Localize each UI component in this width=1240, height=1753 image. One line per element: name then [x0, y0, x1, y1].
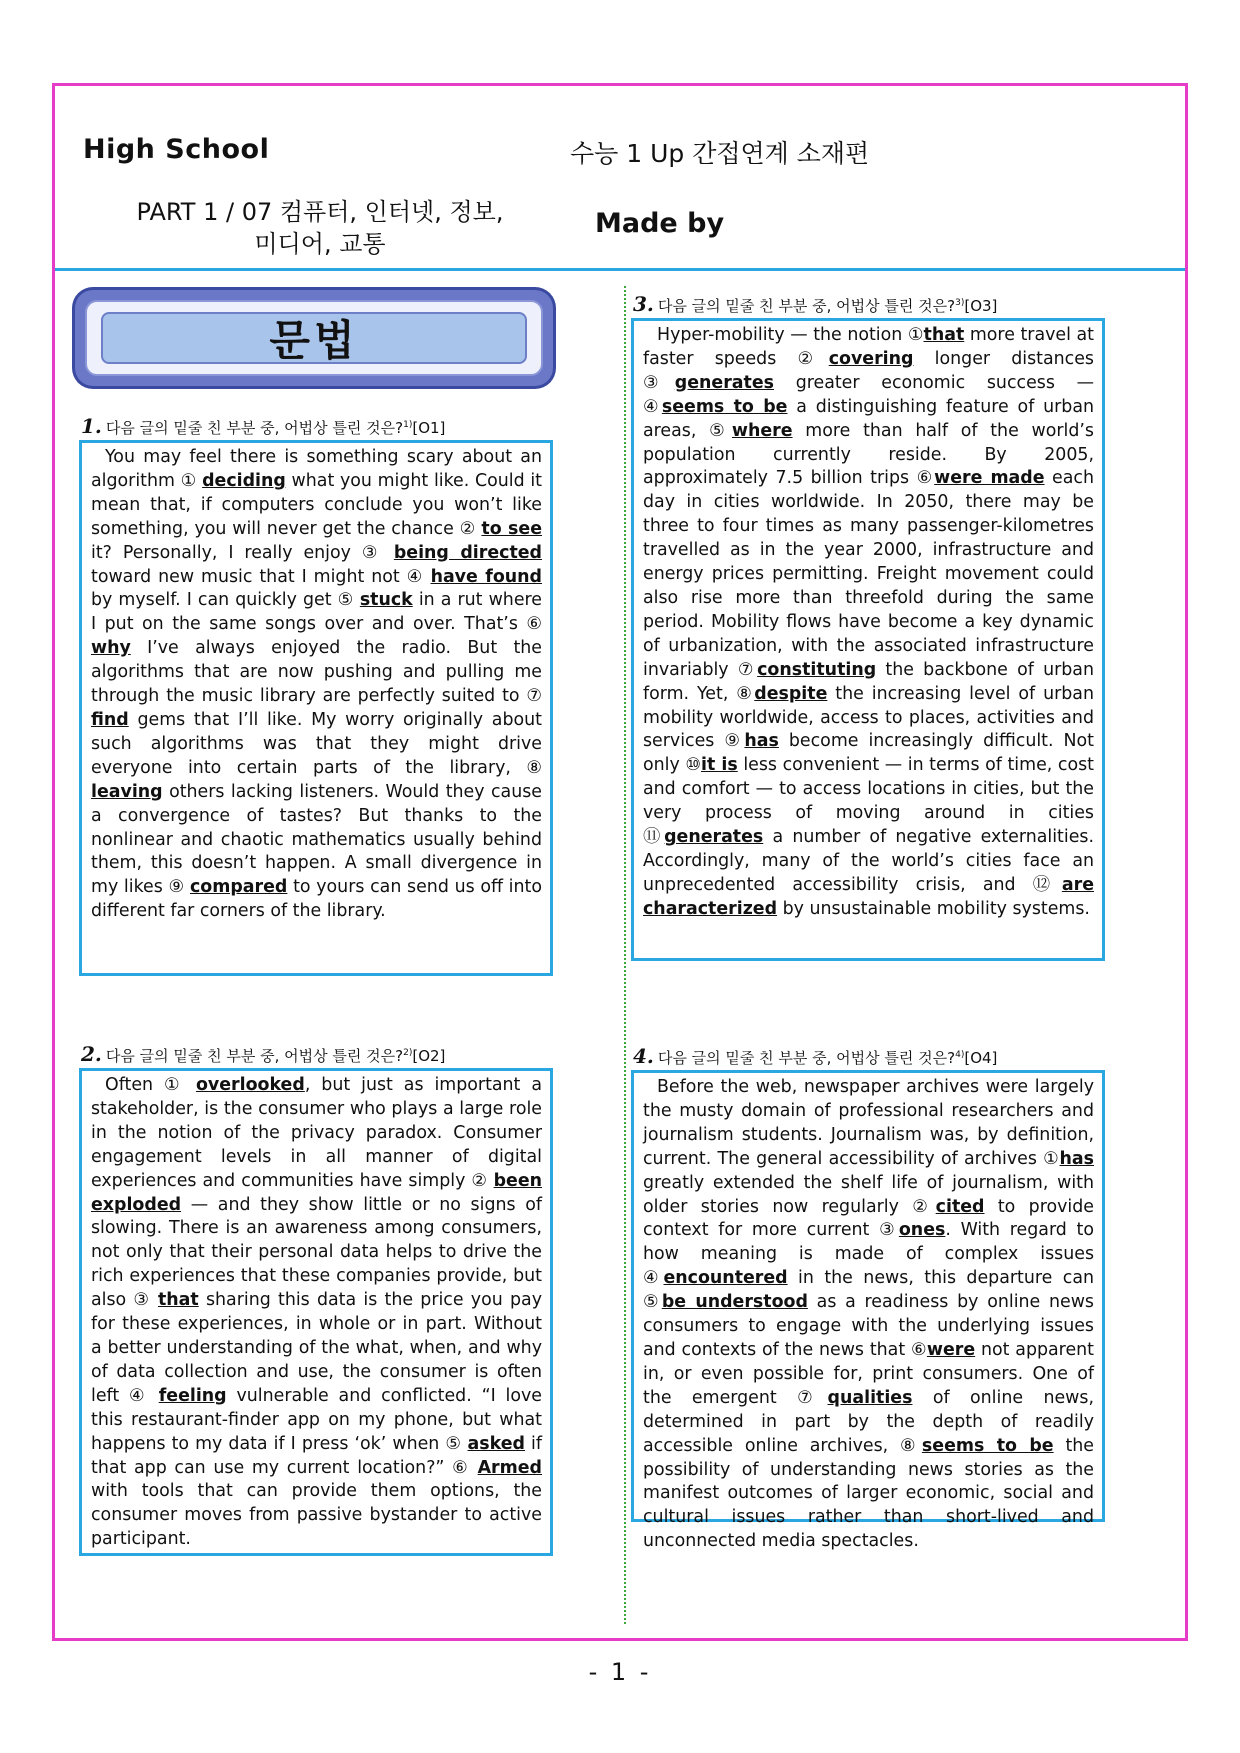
question-number: 4. — [633, 1044, 654, 1068]
question-number: 1. — [81, 414, 102, 438]
section-banner — [75, 290, 553, 386]
question-code: [O2] — [412, 1047, 446, 1065]
page-number: - 1 - — [588, 1658, 652, 1686]
question-4-title — [633, 1044, 997, 1068]
question-number: 2. — [81, 1042, 102, 1066]
question-prompt: 다음 글의 밑줄 친 부분 중, 어법상 틀린 것은? — [657, 297, 956, 315]
made-by-label: Made by — [595, 208, 725, 239]
question-code: [O4] — [964, 1049, 998, 1067]
question-2-title — [81, 1042, 445, 1066]
question-3-title — [633, 292, 997, 316]
footnote-ref: 2) — [403, 1048, 413, 1058]
question-2-passage: Often ① overlooked, but just as important a stakeholder, is the consumer who plays a large role in the notion of the privacy paradox. Consumer engagement levels in all manner of digital experiences and communities have simply ② been exploded — and they show little or no signs of slowing. There is an awareness among consumers, not only that their personal data helps to drive the rich experiences that these companies provide, but also ③ that sharing this data is the price you pay for these experiences, in whole or in part. Without a better understanding of the what, when, and why of data collection and use, the consumer is often left ④ feeling vulnerable and conflicted. “I love this restaurant-finder app on my phone, but what happens to my data if I press ‘ok’ when ⑤ asked if that app can use my current location?” ⑥ Armed with tools that can provide them options, the consumer moves from passive bystander to active participant. — [79, 1068, 553, 1556]
question-code: [O3] — [964, 297, 998, 315]
part-title-line1: PART 1 / 07 컴퓨터, 인터넷, 정보, — [136, 198, 504, 226]
footnote-ref: 1) — [403, 420, 413, 430]
question-1-passage: You may feel there is something scary about an algorithm ① deciding what you might like. Could it mean that, if computers conclude you won’t like something, you will never get the chance ② to see it? Personally, I really enjoy ③ being directed toward new music that I might not ④ have found by myself. I can quickly get ⑤ stuck in a rut where I put on the same songs over and over. That’s ⑥ why I’ve always enjoyed the radio. But the algorithms that are now pushing and pulling me through the music library are perfectly suited to ⑦ find gems that I’ll like. My worry originally about such algorithms was that they might drive everyone into certain parts of the library, ⑧ leaving others lacking listeners. Would they cause a convergence of tastes? But thanks to the nonlinear and chaotic mathematics usually behind them, this doesn’t happen. A small divergence in my likes ⑨ compared to yours can send us off into different far corners of the library. — [79, 440, 553, 976]
column-divider — [624, 286, 626, 1624]
question-1-title — [81, 414, 445, 438]
part-title-line2: 미디어, 교통 — [254, 230, 386, 258]
page-frame — [52, 83, 1188, 1641]
section-banner-title: 문법 — [101, 312, 527, 364]
footnote-ref: 4) — [955, 1050, 965, 1060]
question-number: 3. — [633, 292, 654, 316]
question-3-passage: Hyper-mobility — the notion ①that more travel at faster speeds ②covering longer distances ③generates greater economic success — ④seems to be a distinguishing feature of urban areas, ⑤where more than half of the world’s population currently reside. By 2005, approximately 7.5 billion trips ⑥were made each day in cities worldwide. In 2050, there may be three to four times as many passenger-kilometres travelled as in the year 2000, infrastructure and energy prices permitting. Freight movement could also rise more than threefold during the same period. Mobility flows have become a key dynamic of urbanization, with the associated infrastructure invariably ⑦constituting the backbone of urban form. Yet, ⑧despite the increasing level of urban mobility worldwide, access to places, activities and services ⑨has become increasingly difficult. Not only ⑩it is less convenient — in terms of time, cost and comfort — to access locations in cities, but the very process of moving around in cities ⑪generates a number of negative externalities. Accordingly, many of the world’s cities face an unprecedented accessibility crisis, and ⑫are characterized by unsustainable mobility systems. — [631, 318, 1105, 961]
footnote-ref: 3) — [955, 298, 965, 308]
question-prompt: 다음 글의 밑줄 친 부분 중, 어법상 틀린 것은? — [105, 419, 404, 437]
question-prompt: 다음 글의 밑줄 친 부분 중, 어법상 틀린 것은? — [105, 1047, 404, 1065]
question-4-passage: Before the web, newspaper archives were largely the musty domain of professional researchers and journalism students. Journalism was, by definition, current. The general accessibility of archives ①has greatly extended the shelf life of journalism, with older stories now regularly ②cited to provide context for more current ③ones. With regard to how meaning is made of complex issues ④encountered in the news, this departure can ⑤be understood as a readiness by online news consumers to engage with the underlying issues and contexts of the news that ⑥were not apparent in, or even possible for, print consumers. One of the emergent ⑦qualities of online news, determined in part by the depth of readily accessible online archives, ⑧seems to be the possibility of understanding news stories as the manifest outcomes of larger economic, social and cultural issues rather than short-lived and unconnected media spectacles. — [631, 1070, 1105, 1522]
question-code: [O1] — [412, 419, 446, 437]
question-prompt: 다음 글의 밑줄 친 부분 중, 어법상 틀린 것은? — [657, 1049, 956, 1067]
page-header — [55, 86, 1185, 271]
part-title — [105, 196, 535, 260]
school-label: High School — [83, 134, 270, 165]
section-banner-inner — [85, 300, 543, 376]
book-title: 수능 1 Up 간접연계 소재편 — [570, 139, 870, 168]
